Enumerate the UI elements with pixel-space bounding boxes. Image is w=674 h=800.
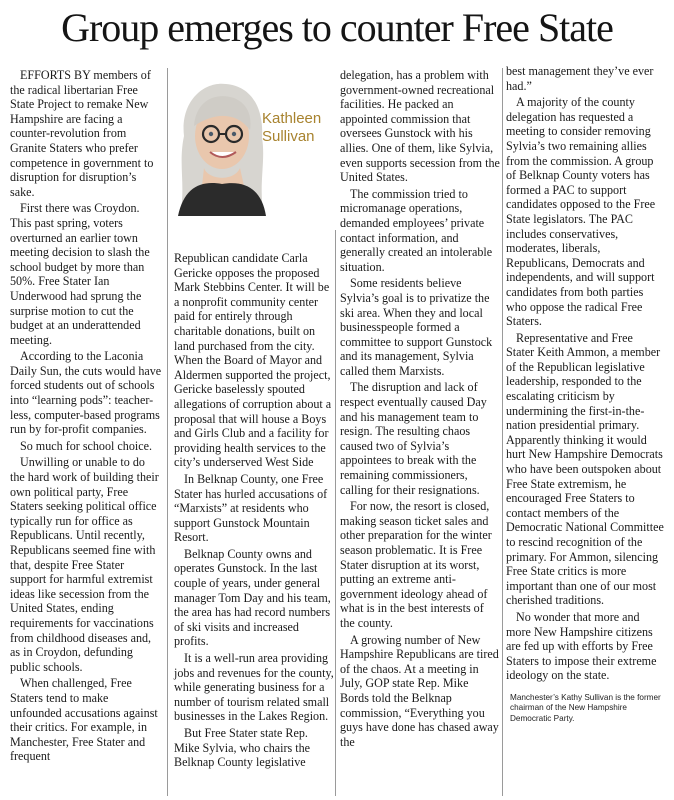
paragraph: A majority of the county delegation has requested a meeting to consider removing Sylvia’s two remaining allies from the commission. A group of Belknap County voters has formed a PAC to support candidates opposed to the Free State legislators. The PAC includes conservatives, moderates, liberals, Republicans, Democrats and independents, and will support candidates from both parties who oppose the radical Free Staters.	[506, 95, 656, 329]
paragraph: EFFORTS BY members of the radical libertarian Free State Project to remake New Hampshire are facing a counter-revolution from Granite Staters who prefer competence in government to disruption for disruption’s sake.	[10, 68, 154, 199]
paragraph: Unwilling or unable to do the hard work of building their own political party, Free Staters seeking political office typically run for office as Republicans. Until recently, Republicans seemed fine with that, despite Free Stater support for harmful extremist ideas like secession from the United States, ending requirements for vaccinations from childhood diseases and, as in Croydon, defunding public schools.	[10, 455, 159, 674]
article-column-4	[506, 64, 664, 724]
paragraph: It is a well-run area providing jobs and revenues for the county, while generating business for a number of tourism related small businesses in the Lakes Region.	[174, 651, 334, 724]
paragraph: According to the Laconia Daily Sun, the cuts would have forced students out of schools into “learning pods”: teacher-less, computer-based programs run by for-profit companies.	[10, 349, 162, 437]
column-divider	[335, 230, 336, 796]
column-divider	[167, 68, 168, 796]
paragraph: For now, the resort is closed, making season ticket sales and other preparation for the winter season problematic. It is Free Stater disruption at its worst, putting an extreme anti-government ideology ahead of what is in the best interests of the county.	[340, 499, 492, 630]
headline: Group emerges to counter Free State	[61, 5, 613, 50]
paragraph: First there was Croydon. This past spring, voters overturned an earlier town meeting decision to slash the school budget by more than 50%. Free Stater Ian Underwood had sprung the surprise motion to cut the budget at an underattended meeting.	[10, 201, 150, 347]
paragraph: Belknap County owns and operates Gunstock. In the last couple of years, under general manager Tom Day and his team, the area has had record numbers of ski visits and increased profits.	[174, 546, 331, 649]
article-column-3	[340, 68, 500, 751]
paragraph: A growing number of New Hampshire Republicans are tired of the chaos. At a meeting in July, GOP state Rep. Mike Bords told the Belknap commission, “Everything you guys have done has chased away the	[340, 632, 499, 749]
columnist-name	[262, 110, 336, 146]
columnist-photo	[174, 76, 334, 236]
columnist-first-name: Kathleen	[262, 110, 322, 127]
paragraph: Representative and Free Stater Keith Ammon, a member of the Republican legislative leadership, responded to the escalating criticism by undermining the first-in-the-nation presidential primary. Apparently thinking it would hurt New Hampshire Democrats who have been outspoken about Free State extremism, he encouraged Free Staters to contact members of the Democratic National Committee to rescind recognition of the primary. For Ammon, silencing Free State critics is more important than one of our most cherished traditions.	[506, 330, 664, 608]
columnist-portrait	[174, 76, 334, 236]
paragraph: best management they’ve ever had.”	[506, 64, 654, 93]
paragraph: The disruption and lack of respect eventually caused Day and his management team to resign. The resulting chaos caused two of Sylvia’s appointees to break with the remaining commissioners, calling for their resignations.	[340, 380, 487, 497]
columnist-last-name: Sullivan	[262, 128, 315, 145]
column-divider	[502, 68, 503, 796]
paragraph: Some residents believe Sylvia’s goal is to privatize the ski area. When they and local businesspeople formed a committee to support Gunstock and its management, Sylvia called them Marxists.	[340, 276, 493, 378]
paragraph: In Belknap County, one Free Stater has hurled accusations of “Marxists” at residents who support Gunstock Mountain Resort.	[174, 471, 328, 545]
paragraph: So much for school choice.	[20, 438, 152, 453]
article-column-2	[174, 251, 334, 772]
paragraph: Republican candidate Carla Gericke opposes the proposed Mark Stebbins Center. It will be a nonprofit community center paid for entirely through charitable donations, built on land purchased from the city. When the Board of Mayor and Aldermen supported the project, Gericke baselessly spouted allegations of corruption about a proposal that will house a Boys and Girls Club and a facility for providing health services to the city’s underserved West Side	[174, 251, 332, 470]
paragraph: When challenged, Free Staters tend to make unfounded accusations against their critics. For example, in Manchester, Free Stater and frequent	[10, 676, 158, 764]
paragraph: delegation, has a problem with government-owned recreational facilities. He packed an appointed commission that oversees Gunstock with his allies. One of them, like Sylvia, even supports secession from the United States.	[340, 68, 500, 185]
author-bio: Manchester’s Kathy Sullivan is the former chairman of the New Hampshire Democratic Party.	[510, 692, 661, 723]
paragraph: But Free Stater state Rep. Mike Sylvia, who chairs the Belknap County legislative	[174, 726, 311, 770]
article-column-1	[10, 68, 162, 766]
paragraph: The commission tried to micromanage operations, demanded employees’ private contact information, and generally created an intolerable situation.	[340, 186, 493, 274]
paragraph: No wonder that more and more New Hampshire citizens are fed up with efforts by Free Staters to impose their extreme ideology on the state.	[506, 609, 657, 683]
